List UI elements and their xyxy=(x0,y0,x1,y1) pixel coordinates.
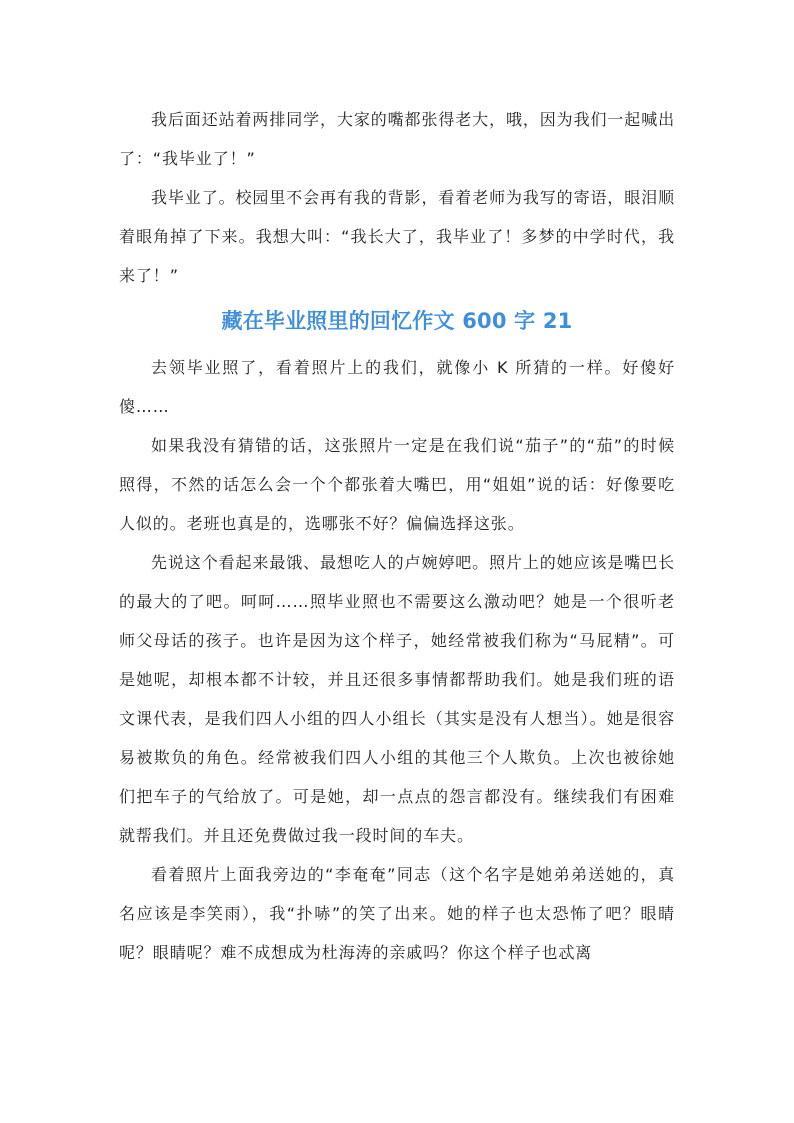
paragraph-lu-wanting: 先说这个看起来最饿、最想吃人的卢婉婷吧。照片上的她应该是嘴巴长的最大的了吧。呵呵……照毕业照也不需要这么激动吧？她是一个很听老师父母话的孩子。也许是因为这个样子，她经常被我们称为“马屁精”。可是她呢，却根本都不计较，并且还很多事情都帮助我们。她是我们班的语文课代表，是我们四人小组的四人小组长（其实是没有人想当）。她是很容易被欺负的角色。经常被我们四人小组的其他三个人欺负。上次也被徐她们把车子的气给放了。可是她，却一点点的怨言都没有。继续我们有困难就帮我们。并且还免费做过我一段时间的车夫。 xyxy=(119,553,675,845)
paragraph-collect-photo: 去领毕业照了，看着照片上的我们，就像小 K 所猜的一样。好傻好傻…… xyxy=(119,358,675,416)
paragraph-graduation-tears: 我毕业了。校园里不会再有我的背影，看着老师为我写的寄语，眼泪顺着眼角掉了下来。我想大叫：“我长大了，我毕业了！多梦的中学时代，我来了！” xyxy=(119,188,675,285)
paragraph-li-yanyan: 看着照片上面我旁边的“李奄奄”同志（这个名字是她弟弟送她的，真名应该是李笑雨），我“扑哧”的笑了出来。她的样子也太恐怖了吧？眼睛呢？眼睛呢？难不成想成为杜海涛的亲戚吗？你这个样子也忒离 xyxy=(119,865,675,962)
document-body xyxy=(119,100,675,972)
paragraph-eggplant-guess: 如果我没有猜错的话，这张照片一定是在我们说“茄子”的“茄”的时候照得，不然的话怎么会一个个都张着大嘴巴，用“姐姐”说的话：好像要吃人似的。老班也真是的，选哪张不好？偏偏选择这张。 xyxy=(119,436,675,533)
essay-title: 藏在毕业照里的回忆作文 600 字 21 xyxy=(221,309,573,333)
paragraph-graduation-shout: 我后面还站着两排同学，大家的嘴都张得老大，哦，因为我们一起喊出了：“我毕业了！” xyxy=(119,110,675,168)
